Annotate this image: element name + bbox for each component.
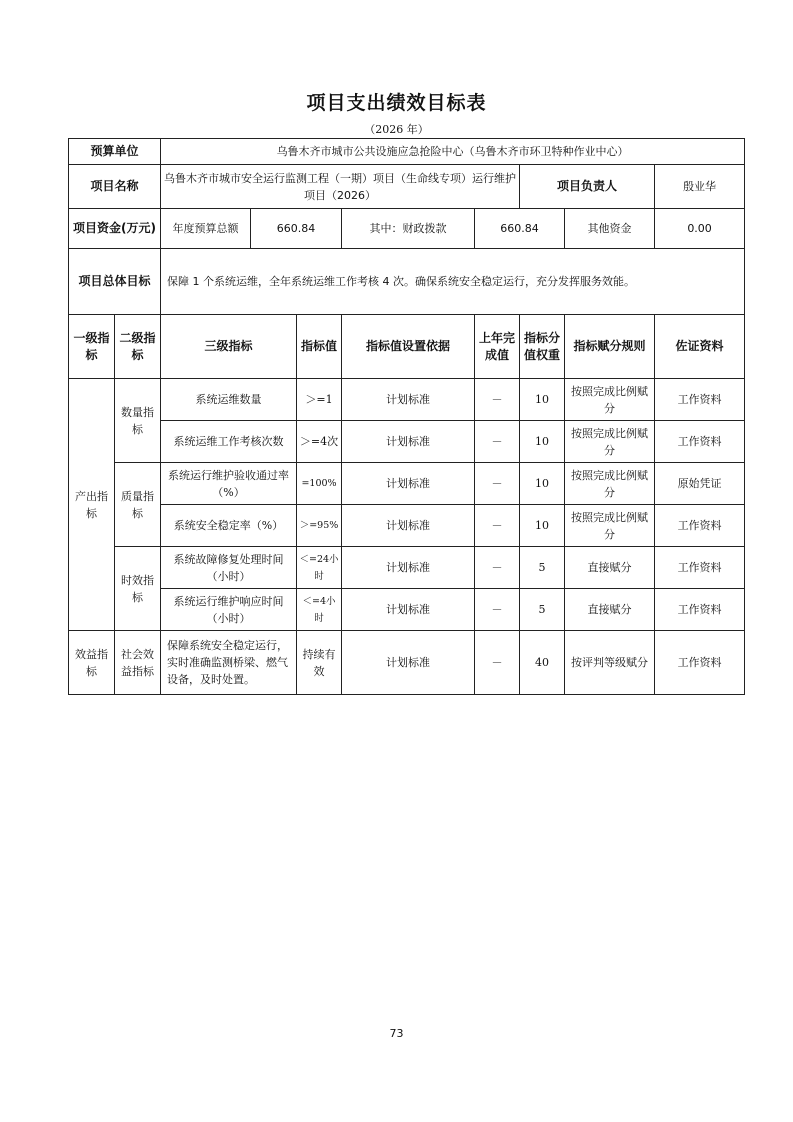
indicator-name: 系统运行维护响应时间（小时） <box>161 589 297 631</box>
header-value: 指标值 <box>297 315 342 379</box>
table-row <box>69 547 745 589</box>
header-basis: 指标值设置依据 <box>342 315 475 379</box>
overall-goal-value: 保障 1 个系统运维，全年系统运维工作考核 4 次。确保系统安全稳定运行，充分发挥服务效能。 <box>161 249 745 315</box>
indicator-weight: 5 <box>520 547 565 589</box>
indicator-evidence: 工作资料 <box>655 379 745 421</box>
indicator-value: ＞=95% <box>297 505 342 547</box>
indicator-weight: 40 <box>520 631 565 695</box>
fiscal-label: 其中：财政拨款 <box>342 209 475 249</box>
budget-unit-row <box>69 139 745 165</box>
budget-unit-label: 预算单位 <box>69 139 161 165</box>
indicator-evidence: 工作资料 <box>655 421 745 463</box>
project-name-value: 乌鲁木齐市城市安全运行监测工程（一期）项目（生命线专项）运行维护项目（2026） <box>161 165 520 209</box>
project-leader-value: 殷业华 <box>655 165 745 209</box>
overall-goal-row <box>69 249 745 315</box>
indicator-basis: 计划标准 <box>342 379 475 421</box>
indicator-last-year: － <box>475 421 520 463</box>
table-row <box>69 589 745 631</box>
indicator-basis: 计划标准 <box>342 547 475 589</box>
indicator-value: ＜=4小时 <box>297 589 342 631</box>
header-rule: 指标赋分规则 <box>565 315 655 379</box>
group-quality: 质量指标 <box>115 463 161 547</box>
indicator-rule: 按照完成比例赋分 <box>565 379 655 421</box>
indicator-weight: 10 <box>520 379 565 421</box>
page-title: 项目支出绩效目标表 <box>306 92 487 114</box>
table-row <box>69 379 745 421</box>
fiscal-value: 660.84 <box>475 209 565 249</box>
group-benefit: 效益指标 <box>69 631 115 695</box>
indicator-rule: 直接赋分 <box>565 547 655 589</box>
indicator-value: =100% <box>297 463 342 505</box>
table-row <box>69 463 745 505</box>
indicator-value: ＞=1 <box>297 379 342 421</box>
header-row <box>69 315 745 379</box>
indicator-evidence: 工作资料 <box>655 631 745 695</box>
indicator-name: 系统安全稳定率（%） <box>161 505 297 547</box>
header-last-year: 上年完成值 <box>475 315 520 379</box>
indicator-rule: 按照完成比例赋分 <box>565 463 655 505</box>
indicator-name: 保障系统安全稳定运行，实时准确监测桥梁、燃气设备，及时处置。 <box>161 631 297 695</box>
indicator-basis: 计划标准 <box>342 589 475 631</box>
indicator-rule: 按评判等级赋分 <box>565 631 655 695</box>
indicator-last-year: － <box>475 463 520 505</box>
indicator-last-year: － <box>475 547 520 589</box>
indicator-weight: 10 <box>520 505 565 547</box>
indicator-evidence: 工作资料 <box>655 547 745 589</box>
indicator-rule: 按照完成比例赋分 <box>565 421 655 463</box>
performance-table <box>68 138 745 695</box>
table-row <box>69 421 745 463</box>
indicator-name: 系统运行维护验收通过率（%） <box>161 463 297 505</box>
budget-unit-value: 乌鲁木齐市城市公共设施应急抢险中心（乌鲁木齐市环卫特种作业中心） <box>161 139 745 165</box>
project-funds-row <box>69 209 745 249</box>
indicator-name: 系统运维数量 <box>161 379 297 421</box>
indicator-last-year: － <box>475 379 520 421</box>
indicator-basis: 计划标准 <box>342 505 475 547</box>
indicator-rule: 按照完成比例赋分 <box>565 505 655 547</box>
group-social: 社会效益指标 <box>115 631 161 695</box>
indicator-last-year: － <box>475 589 520 631</box>
indicator-last-year: － <box>475 631 520 695</box>
group-output: 产出指标 <box>69 379 115 631</box>
header-level3: 三级指标 <box>161 315 297 379</box>
header-weight: 指标分值权重 <box>520 315 565 379</box>
indicator-last-year: － <box>475 505 520 547</box>
other-funds-value: 0.00 <box>655 209 745 249</box>
project-name-row <box>69 165 745 209</box>
indicator-weight: 5 <box>520 589 565 631</box>
group-timeliness: 时效指标 <box>115 547 161 631</box>
indicator-evidence: 原始凭证 <box>655 463 745 505</box>
indicator-name: 系统运维工作考核次数 <box>161 421 297 463</box>
indicator-name: 系统故障修复处理时间（小时） <box>161 547 297 589</box>
indicator-weight: 10 <box>520 421 565 463</box>
group-quantity: 数量指标 <box>115 379 161 463</box>
indicator-basis: 计划标准 <box>342 463 475 505</box>
header-evidence: 佐证资料 <box>655 315 745 379</box>
indicator-value: ＞=4次 <box>297 421 342 463</box>
indicator-weight: 10 <box>520 463 565 505</box>
annual-budget-value: 660.84 <box>251 209 342 249</box>
indicator-basis: 计划标准 <box>342 631 475 695</box>
year-label: （2026 年） <box>364 123 429 136</box>
indicator-value: ＜=24小时 <box>297 547 342 589</box>
other-funds-label: 其他资金 <box>565 209 655 249</box>
annual-budget-label: 年度预算总额 <box>161 209 251 249</box>
header-level2: 二级指标 <box>115 315 161 379</box>
indicator-basis: 计划标准 <box>342 421 475 463</box>
header-level1: 一级指标 <box>69 315 115 379</box>
indicator-evidence: 工作资料 <box>655 505 745 547</box>
indicator-evidence: 工作资料 <box>655 589 745 631</box>
project-leader-label: 项目负责人 <box>520 165 655 209</box>
indicator-value: 持续有效 <box>297 631 342 695</box>
page-number: 73 <box>389 1027 404 1040</box>
project-funds-label: 项目资金(万元) <box>69 209 161 249</box>
overall-goal-label: 项目总体目标 <box>69 249 161 315</box>
indicator-rule: 直接赋分 <box>565 589 655 631</box>
table-row <box>69 631 745 695</box>
project-name-label: 项目名称 <box>69 165 161 209</box>
table-row <box>69 505 745 547</box>
